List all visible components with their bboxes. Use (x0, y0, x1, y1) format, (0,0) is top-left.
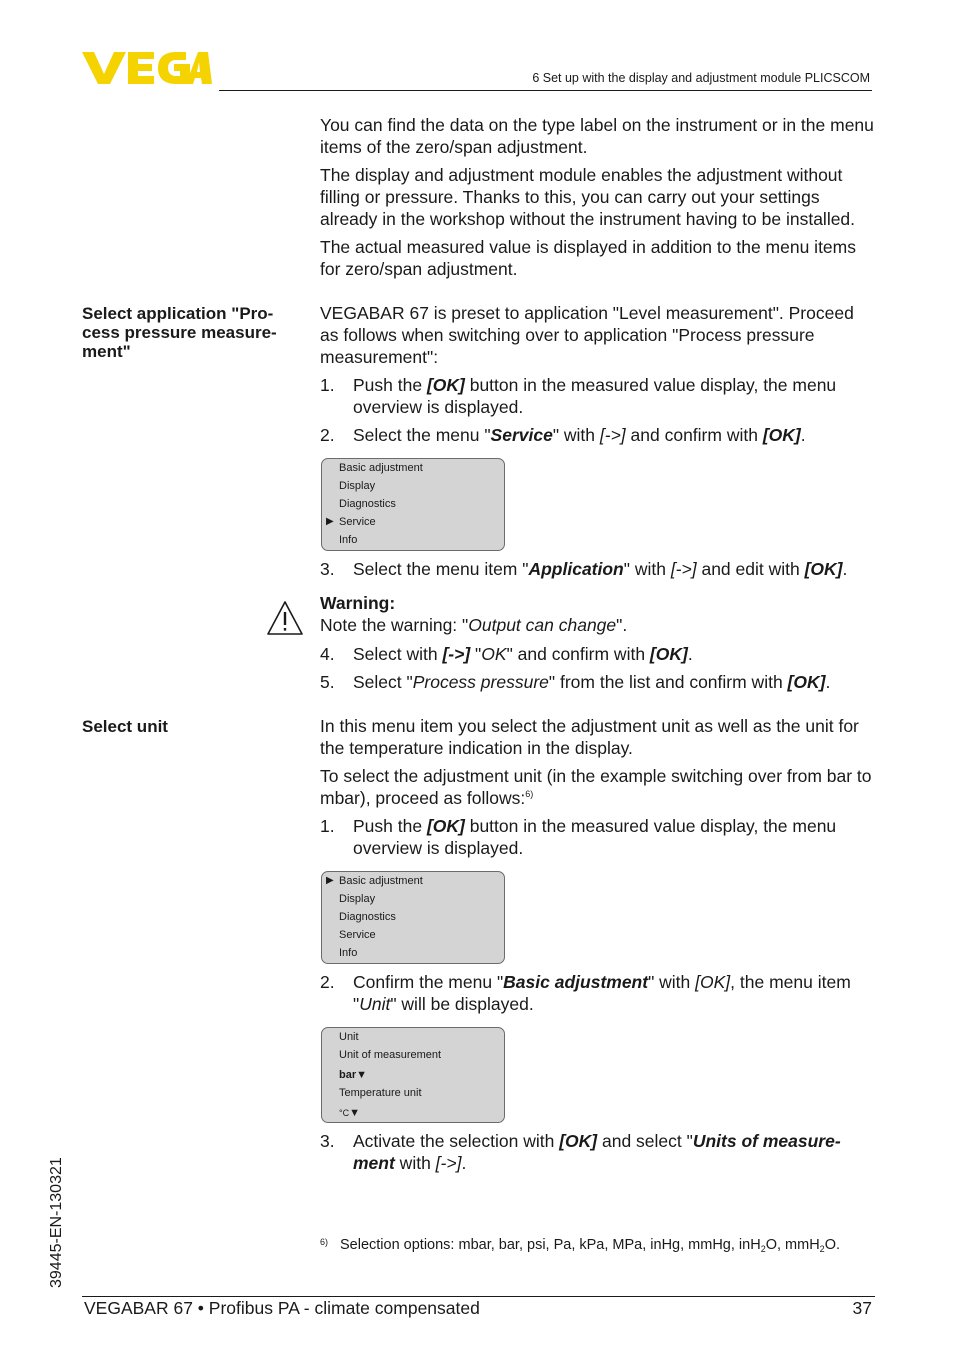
side-heading-select-application: Select application "Pro- cess pressure measure- ment" (82, 304, 277, 361)
intro-paragraph-2: The display and adjustment module enables the adjustment without filling or pressure. Thanks to this, you can carry out your settings already in the workshop without the instrument having to be installed. (320, 165, 856, 229)
document-code: 39445-EN-130321 (48, 1157, 65, 1288)
menu-screenshot-service (321, 458, 505, 551)
menu-value-unit: bar▼ (339, 1069, 368, 1081)
footnote-mark: 6) (320, 1237, 329, 1247)
menu-item: Info (339, 534, 358, 546)
menu-item-selected: ▶ Basic adjustment (322, 872, 504, 890)
menu-item: Diagnostics (339, 498, 396, 510)
menu-item: Display (339, 480, 376, 492)
application-intro: VEGABAR 67 is preset to application "Level measurement". Proceed as follows when switching over to application "Process pressure measurement": (320, 303, 854, 367)
header-section-title: 6 Set up with the display and adjustment module PLICSCOM (532, 71, 870, 85)
menu-item: Diagnostics (339, 911, 396, 923)
menu-item: Info (339, 947, 358, 959)
step-number: 1. (320, 816, 335, 836)
step-number: 5. (320, 672, 335, 692)
unit-paragraph-1: In this menu item you select the adjustment unit as well as the unit for the temperature indication in the display. (320, 716, 859, 758)
warning-text: Note the warning: "Output can change". (320, 615, 628, 635)
warning-triangle-icon (266, 600, 304, 636)
vega-logo (82, 50, 212, 86)
menu-screenshot-basic-adjustment (321, 871, 505, 964)
intro-paragraph-1: You can find the data on the type label on the instrument or in the menu items of the zero/span adjustment. (320, 115, 874, 157)
menu-screenshot-unit (321, 1027, 505, 1123)
side-heading-select-unit: Select unit (82, 717, 168, 736)
header-divider (219, 90, 872, 91)
menu-item-selected: ▶ Service (322, 513, 504, 531)
unit-paragraph-2: To select the adjustment unit (in the example switching over from bar to mbar), proceed as follows:$^{6)}$ (320, 766, 872, 808)
menu-item: Service (339, 929, 376, 941)
footnote-reference: 6) (525, 789, 534, 799)
step-number: 4. (320, 644, 335, 664)
menu-item: Display (339, 893, 376, 905)
step-number: 3. (320, 559, 335, 579)
intro-paragraph-3: The actual measured value is displayed in addition to the menu items for zero/span adjustment. (320, 237, 856, 279)
step-number: 3. (320, 1131, 335, 1151)
menu-label: Temperature unit (339, 1087, 422, 1099)
menu-value-temperature: °C▼ (339, 1107, 360, 1119)
step-number: 2. (320, 425, 335, 445)
menu-label: Unit of measurement (339, 1049, 442, 1061)
selection-arrow-icon: ▶ (326, 875, 334, 886)
dropdown-arrow-icon: ▼ (356, 1069, 368, 1081)
footer-divider (82, 1296, 875, 1297)
step-number: 1. (320, 375, 335, 395)
step-number: 2. (320, 972, 335, 992)
page-number: 37 (852, 1298, 872, 1318)
selection-arrow-icon: ▶ (326, 516, 334, 527)
warning-title: Warning: (320, 593, 396, 613)
footer-product-title: VEGABAR 67 • Profibus PA - climate compensated (84, 1298, 480, 1318)
menu-item: Basic adjustment (339, 462, 423, 474)
dropdown-arrow-icon: ▼ (349, 1107, 360, 1119)
menu-title: Unit (339, 1031, 359, 1043)
